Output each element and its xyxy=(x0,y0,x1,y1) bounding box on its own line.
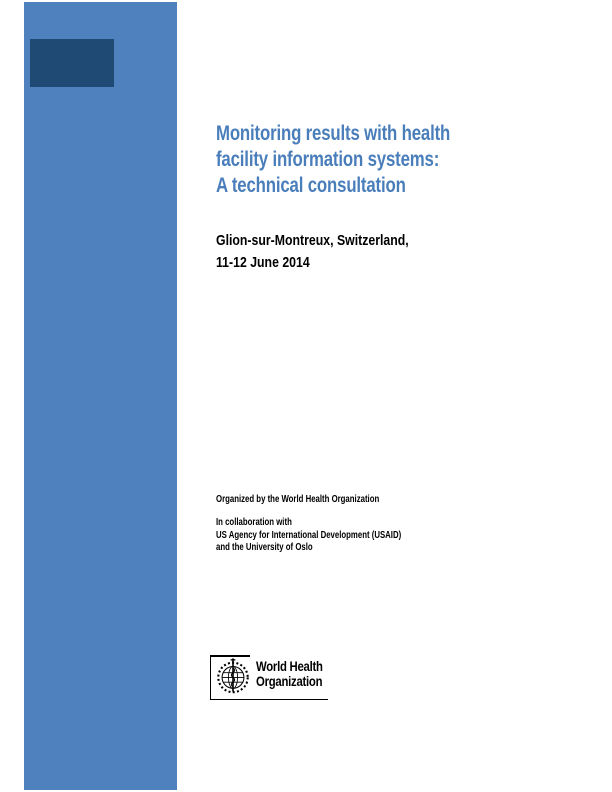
who-logo-text xyxy=(256,660,323,689)
accent-rectangle xyxy=(30,39,114,87)
document-title xyxy=(216,121,450,199)
title-line-2: facility information systems: xyxy=(216,148,440,171)
event-location: Glion-sur-Montreux, Switzerland, xyxy=(216,232,409,249)
collaboration-line-2: US Agency for International Development (USAID) xyxy=(216,529,402,541)
left-blue-band xyxy=(24,2,177,790)
who-emblem-icon xyxy=(214,657,252,695)
collaboration-line-1: In collaboration with xyxy=(216,517,292,528)
event-date: 11-12 June 2014 xyxy=(216,254,310,271)
who-logo-text-line-2: Organization xyxy=(256,673,323,689)
title-line-1: Monitoring results with health xyxy=(216,122,451,145)
collaboration-line-3: and the University of Oslo xyxy=(216,542,313,553)
who-logo-text-line-1: World Health xyxy=(256,659,323,674)
organizer-note: Organized by the World Health Organization xyxy=(216,494,380,505)
collaboration-note xyxy=(216,517,401,555)
title-line-3: A technical consultation xyxy=(216,174,406,197)
who-logo xyxy=(210,655,328,700)
event-location-date xyxy=(216,230,409,274)
